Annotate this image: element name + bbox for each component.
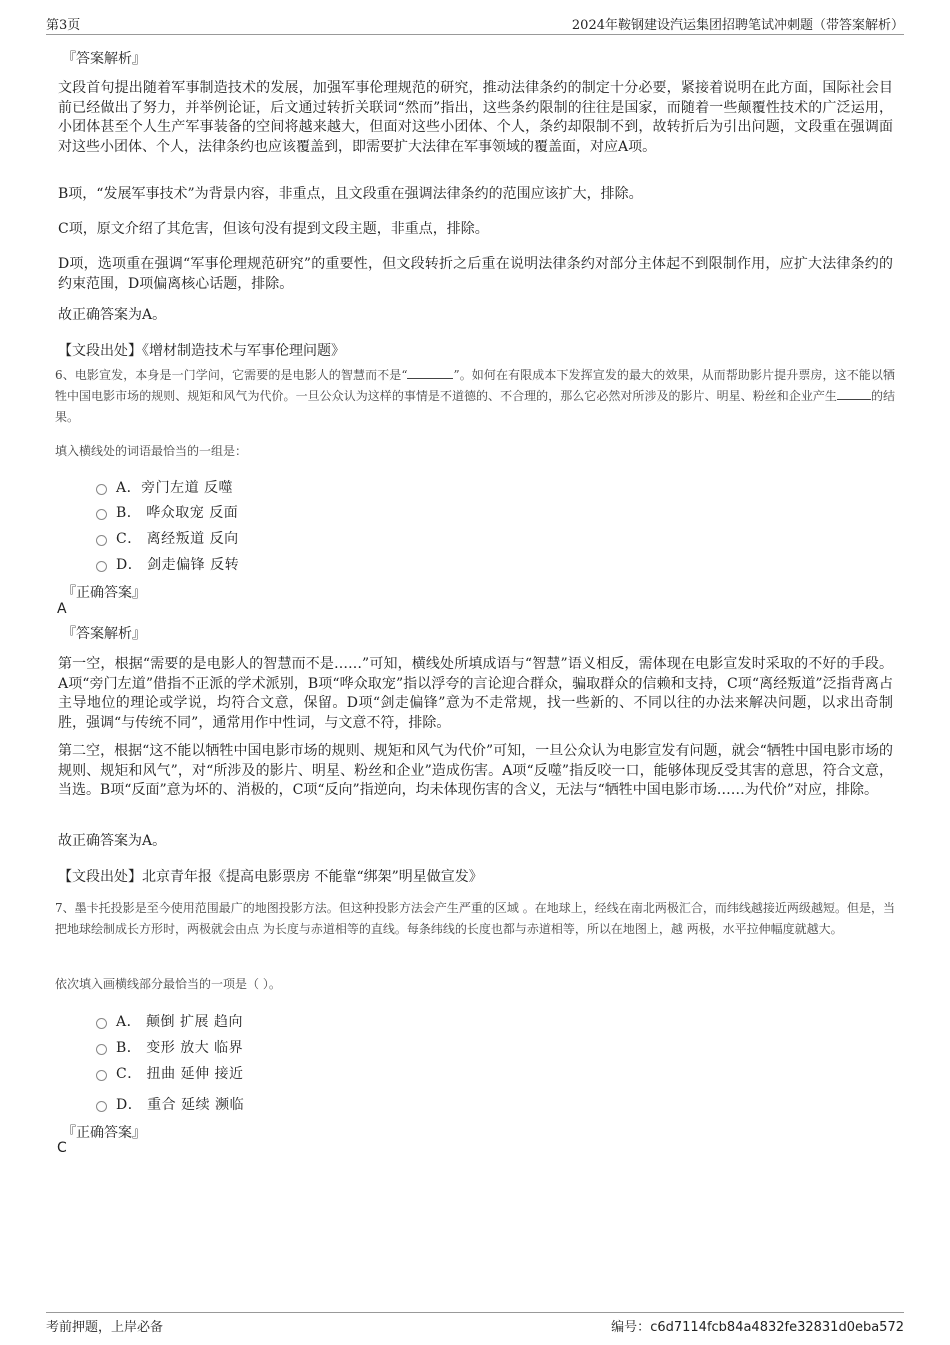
q7-prompt: 依次填入画横线部分最恰当的一项是（ ）。 <box>55 977 281 991</box>
q7-option-d[interactable]: D． 重合 延续 濒临 <box>96 1094 244 1114</box>
footer-slogan: 考前押题，上岸必备 <box>46 1320 164 1335</box>
radio-icon[interactable] <box>96 561 107 572</box>
q5-analysis-para-5: 故正确答案为A。 <box>58 307 167 323</box>
q7-option-a[interactable]: A． 颠倒 扩展 趋向 <box>96 1011 243 1031</box>
radio-icon[interactable] <box>96 1044 107 1055</box>
document-title: 2024年鞍钢建设汽运集团招聘笔试冲刺题（带答案解析） <box>571 18 904 33</box>
q5-analysis-label: 『答案解析』 <box>62 51 146 67</box>
q6-analysis-label: 『答案解析』 <box>62 626 146 642</box>
q6-blank-1 <box>407 367 453 379</box>
q7-option-b[interactable]: B． 变形 放大 临界 <box>96 1037 243 1057</box>
q7-correct-answer: C <box>57 1140 67 1156</box>
q6-correct-answer: A <box>57 601 67 617</box>
q6-option-d[interactable]: D． 剑走偏锋 反转 <box>96 554 239 574</box>
q6-stem-part-a: 6、电影宣发，本身是一门学问，它需要的是电影人的智慧而不是“ <box>55 368 408 382</box>
radio-icon[interactable] <box>96 509 107 520</box>
document-code-label: 编号： <box>611 1320 651 1335</box>
page-footer <box>46 1312 904 1336</box>
radio-icon[interactable] <box>96 1101 107 1112</box>
radio-icon[interactable] <box>96 484 107 495</box>
radio-icon[interactable] <box>96 1018 107 1029</box>
radio-icon[interactable] <box>96 1070 107 1081</box>
q6-correct-label: 『正确答案』 <box>62 585 146 601</box>
document-code <box>611 1316 904 1335</box>
q7-correct-label: 『正确答案』 <box>62 1125 146 1141</box>
q5-analysis-para-4: D项，选项重在强调“军事伦理规范研究”的重要性，但文段转折之后重在说明法律条约对部分主体起不到限制作用，应扩大法律条约的约束范围，D项偏离核心话题，排除。 <box>58 256 893 292</box>
radio-icon[interactable] <box>96 535 107 546</box>
q6-source: 【文段出处】北京青年报《提高电影票房 不能靠“绑架”明星做宣发》 <box>58 869 483 885</box>
q7-stem: 7、墨卡托投影是至今使用范围最广的地图投影方法。但这种投影方法会产生严重的区域 。在地球上，经线在南北两极汇合，而纬线越接近两级越短。但是，当把地球绘制成长方形时，两极就会由点 为长度与赤道相等的直线。每条纬线的长度也都与赤道相等，所以在地图上，越 两极，水平拉伸幅度就越大。 <box>55 901 895 936</box>
q6-option-c[interactable]: C． 离经叛道 反向 <box>96 528 239 548</box>
document-code-value: c6d7114fcb84a4832fe32831d0eba572 <box>650 1320 904 1335</box>
q6-stem-part-b: ”。如何在有限成本下发挥宣发的最大的效果，从而帮助影片提升票房，这不能以牺牲中国电影市场的规则、规矩和风气为代价。一旦公众认为这样的事情是不道德的、不合理的，那么它必然对所涉及的影片、明星、粉丝和企业产生 <box>55 368 895 403</box>
q6-analysis-para-2: 第二空，根据“这不能以牺牲中国电影市场的规则、规矩和风气为代价”可知，一旦公众认为电影宣发有问题，就会“牺牲中国电影市场的规则、规矩和风气”，对“所涉及的影片、明星、粉丝和企业”造成伤害。A项“反噬”指反咬一口，能够体现反受其害的意思，符合文意，当选。B项“反面”意为坏的、消极的，C项“反向”指逆向，均未体现伤害的含义，无法与“牺牲中国电影市场……为代价”对应，排除。 <box>58 743 893 798</box>
q6-stem-part-c: 的结果。 <box>55 389 895 424</box>
q7-option-c[interactable]: C． 扭曲 延伸 接近 <box>96 1063 244 1083</box>
page-header <box>46 14 904 35</box>
q5-source: 【文段出处】《增材制造技术与军事伦理问题》 <box>58 343 345 359</box>
q6-stem <box>55 365 895 428</box>
q5-analysis-para-3: C项，原文介绍了其危害，但该句没有提到文段主题，非重点，排除。 <box>58 221 489 237</box>
q6-blank-2 <box>837 388 871 400</box>
q6-analysis-para-3: 故正确答案为A。 <box>58 833 167 849</box>
q6-analysis-para-1: 第一空，根据“需要的是电影人的智慧而不是……”可知，横线处所填成语与“智慧”语义相反，需体现在电影宣发时采取的不好的手段。A项“旁门左道”借指不正派的学术派别，B项“哗众取宠”指以浮夸的言论迎合群众，骗取群众的信赖和支持，C项“离经叛道”泛指背离占主导地位的理论或学说，均符合文意，保留。D项“剑走偏锋”意为不走常规，找一些新的、不同以往的办法来解决问题，以求出奇制胜，强调“与传统不同”，通常用作中性词，与文意不符，排除。 <box>58 656 893 731</box>
q5-analysis-para-1: 文段首句提出随着军事制造技术的发展，加强军事伦理规范的研究，推动法律条约的制定十分必要，紧接着说明在此方面，国际社会目前已经做出了努力，并举例论证，后文通过转折关联词“然而”指出，这些条约限制的往往是国家，而随着一些颠覆性技术的广泛运用，小团体甚至个人生产军事装备的空间将越来越大，但面对这些小团体、个人，条约却限制不到，故转折后为引出问题，文段重在强调面对这些小团体、个人，法律条约也应该覆盖到，即需要扩大法律在军事领域的覆盖面，对应A项。 <box>58 80 893 155</box>
q6-prompt: 填入横线处的词语最恰当的一组是： <box>55 444 248 458</box>
q6-option-a[interactable]: A．旁门左道 反噬 <box>96 477 233 497</box>
q5-analysis-para-2: B项，“发展军事技术”为背景内容，非重点，且文段重在强调法律条约的范围应该扩大，排除。 <box>58 186 643 202</box>
page-number: 第3页 <box>46 18 81 33</box>
q6-option-b[interactable]: B． 哗众取宠 反面 <box>96 502 238 522</box>
